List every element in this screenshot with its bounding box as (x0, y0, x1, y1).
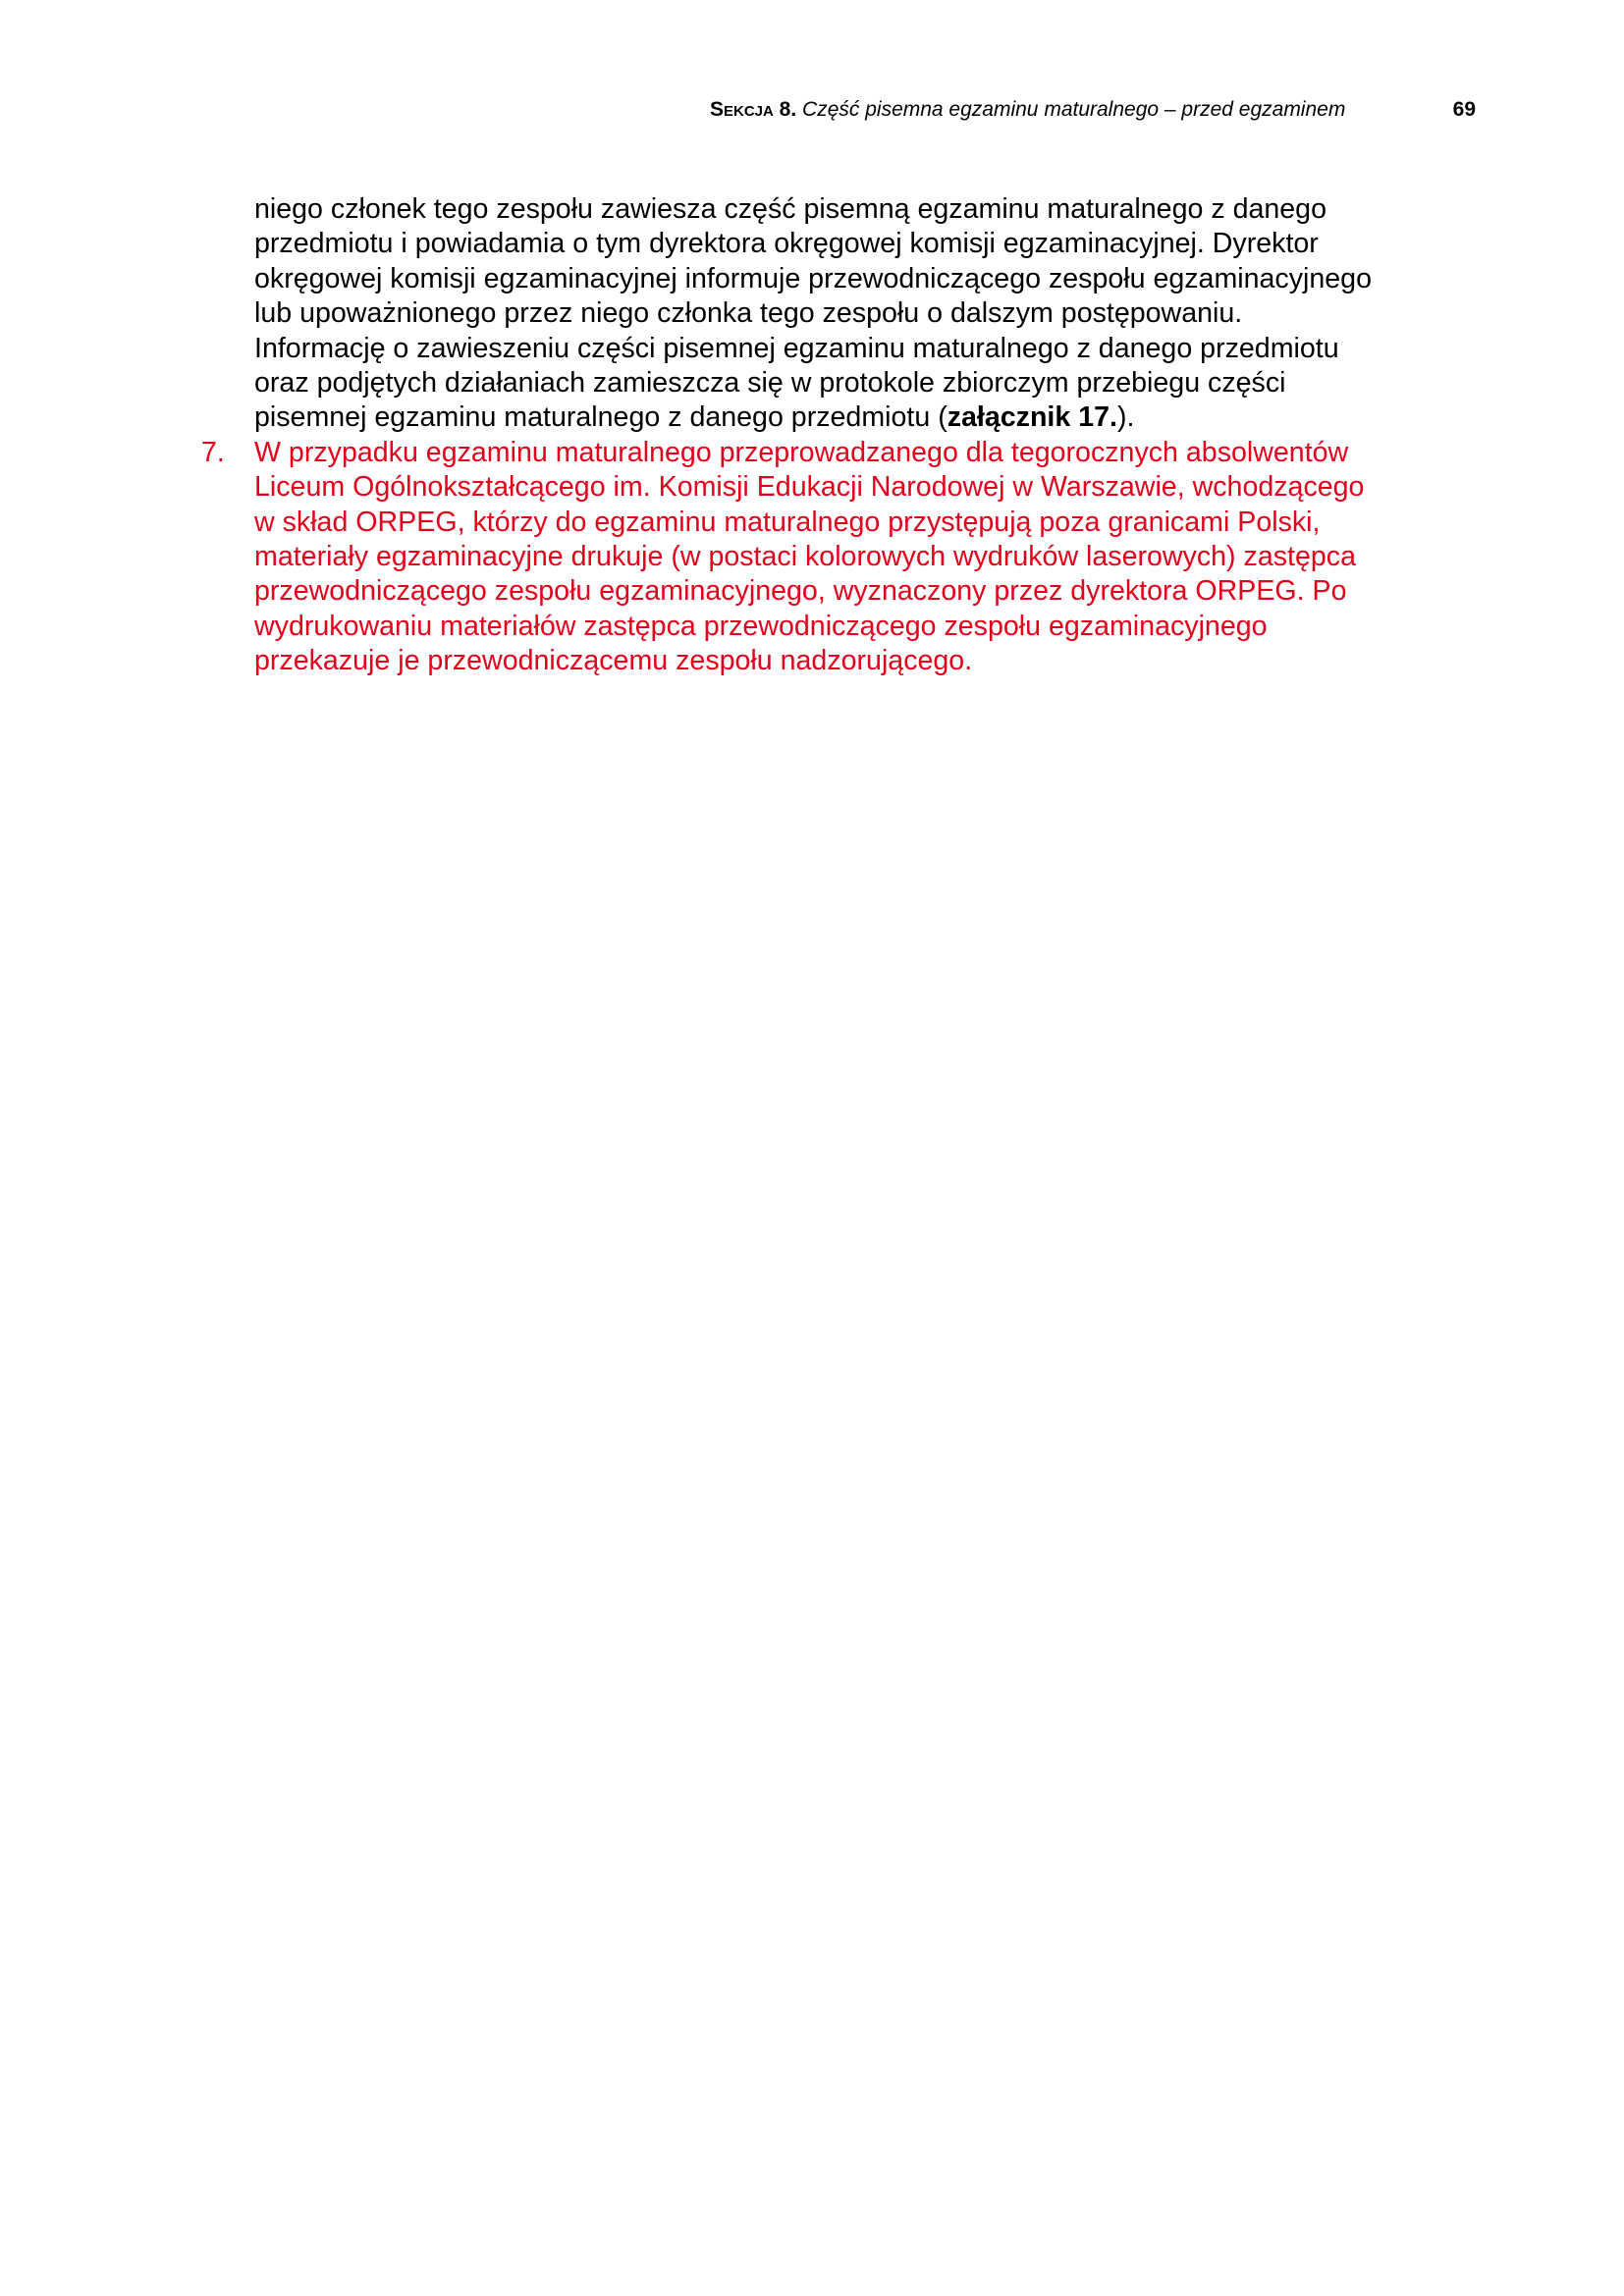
list-item-line: W przypadku egzaminu maturalnego przeprowadzanego dla tegorocznych absolwentów (254, 436, 1349, 468)
section-label: Sekcja 8. (710, 98, 797, 121)
attachment-reference: załącznik 17. (947, 401, 1117, 434)
last-line-suffix: ). (1116, 401, 1135, 434)
continuation-paragraph (254, 192, 1478, 436)
list-item-line: przewodniczącego zespołu egzaminacyjnego, wyznaczony przez dyrektora ORPEG. Po (254, 575, 1347, 608)
paragraph-line: okręgowej komisji egzaminacyjnej informuje przewodniczącego zespołu egzaminacyjnego (254, 262, 1372, 294)
list-item-line: wydrukowaniu materiałów zastępca przewodniczącego zespołu egzaminacyjnego (254, 610, 1268, 642)
list-item-line: materiały egzaminacyjne drukuje (w postaci kolorowych wydruków laserowych) zastępca (254, 541, 1356, 573)
paragraph-line: przedmiotu i powiadamia o tym dyrektora okręgowej komisji egzaminacyjnej. Dyrektor (254, 228, 1319, 260)
paragraph-last-line (254, 400, 1478, 435)
list-item-number: 7. (201, 436, 225, 468)
section-title: Część pisemna egzaminu maturalnego – przed egzaminem (802, 98, 1346, 121)
list-item-line: przekazuje je przewodniczącemu zespołu nadzorującego. (254, 645, 973, 677)
document-body (201, 192, 1478, 679)
paragraph-line: lub upoważnionego przez niego członka tego zespołu o dalszym postępowaniu. (254, 297, 1243, 330)
page-number: 69 (1452, 98, 1476, 121)
list-item-line: w skład ORPEG, którzy do egzaminu maturalnego przystępują poza granicami Polski, (254, 506, 1321, 538)
page-header (710, 92, 1476, 128)
list-item-line: Liceum Ogólnokształcącego im. Komisji Edukacji Narodowej w Warszawie, wchodzącego (254, 471, 1365, 504)
list-item-7 (201, 436, 1478, 679)
paragraph-line: oraz podjętych działaniach zamieszcza się w protokole zbiorczym przebiegu części (254, 367, 1286, 400)
paragraph-line: niego członek tego zespołu zawiesza część pisemną egzaminu maturalnego z danego (254, 193, 1326, 225)
last-line-prefix: pisemnej egzaminu maturalnego z danego przedmiotu ( (254, 401, 947, 434)
paragraph-line: Informację o zawieszeniu części pisemnej egzaminu maturalnego z danego przedmiotu (254, 332, 1339, 364)
